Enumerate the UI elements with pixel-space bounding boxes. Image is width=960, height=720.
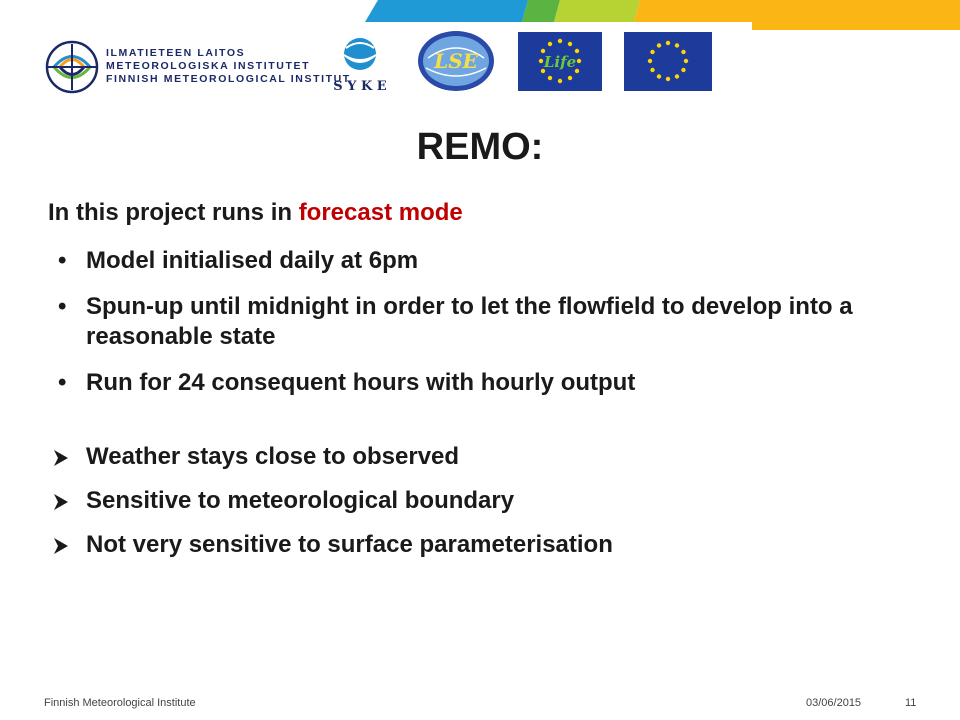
slide-title: REMO:	[416, 126, 544, 168]
intro-line	[48, 196, 918, 230]
fmi-logo-line-3: FINNISH METEOROLOGICAL INSTITUT	[106, 73, 351, 85]
bullet-dot-icon: •	[58, 247, 67, 274]
bullet-text: Run for 24 consequent hours with hourly output	[86, 369, 636, 396]
header-color-stripes	[0, 0, 960, 30]
arrow-item	[48, 530, 918, 560]
fmi-logo-line-1: ILMATIETEEN LAITOS	[106, 47, 246, 59]
bullet-dot-icon: •	[58, 293, 67, 320]
bullet-text: Spun-up until midnight in order to let the flowfield to develop into a reasonable state	[86, 293, 853, 350]
fmi-logo-text	[106, 47, 351, 86]
arrow-bullet-icon	[52, 537, 70, 555]
slide-content	[48, 196, 918, 560]
intro-prefix: In this project runs in	[48, 199, 299, 226]
arrow-list	[48, 442, 918, 560]
footer-organization: Finnish Meteorological Institute	[44, 697, 196, 709]
bullet-item	[48, 246, 918, 276]
arrow-bullet-icon	[52, 449, 70, 467]
eu-life-flag-icon	[518, 32, 602, 91]
arrow-item	[48, 486, 918, 516]
bullet-text: Model initialised daily at 6pm	[86, 247, 419, 274]
arrow-bullet-icon	[52, 493, 70, 511]
bullet-item	[48, 292, 918, 352]
bullet-dot-icon: •	[58, 369, 67, 396]
bullet-list	[48, 246, 918, 398]
bullet-item	[48, 368, 918, 398]
footer-page-number: 11	[905, 697, 917, 709]
lse-logo-icon	[414, 28, 498, 94]
footer-date: 03/06/2015	[806, 697, 862, 709]
eu-flag-icon	[624, 32, 712, 91]
arrow-item	[48, 442, 918, 472]
arrow-text: Weather stays close to observed	[86, 443, 460, 470]
lse-logo-text: LSE	[434, 49, 478, 73]
intro-highlight: forecast mode	[298, 199, 463, 226]
arrow-text: Not very sensitive to surface parameterisation	[86, 531, 613, 558]
syke-logo-icon	[322, 34, 398, 96]
life-flag-text: Life	[543, 53, 577, 71]
fmi-logo-line-2: METEOROLOGISKA INSTITUTET	[106, 60, 311, 72]
syke-logo-text: S Y K E	[333, 79, 387, 94]
arrow-text: Sensitive to meteorological boundary	[86, 487, 515, 514]
